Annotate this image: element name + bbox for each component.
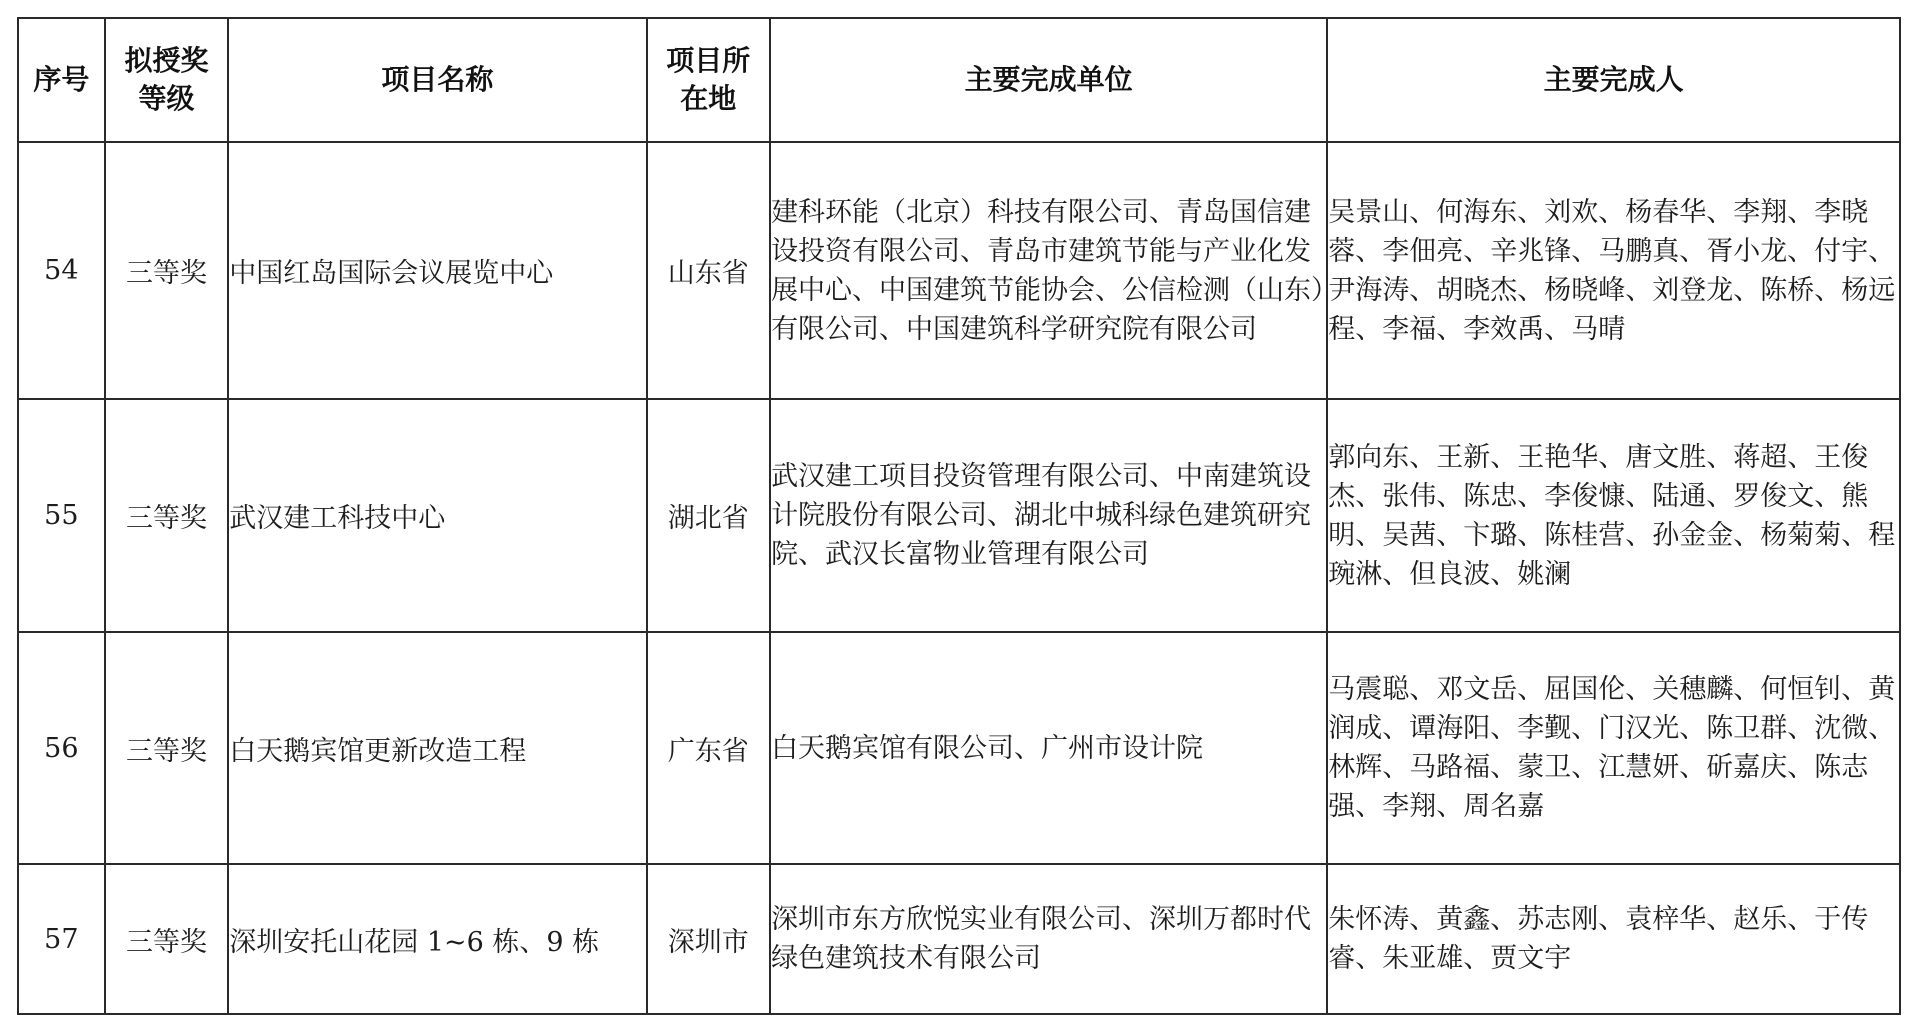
table-row bbox=[18, 632, 1900, 864]
award-table bbox=[17, 17, 1901, 1015]
row-units: 白天鹅宾馆有限公司、广州市设计院 bbox=[770, 632, 1327, 864]
row-units: 深圳市东方欣悦实业有限公司、深圳万都时代绿色建筑技术有限公司 bbox=[770, 864, 1327, 1014]
row-index: 54 bbox=[18, 142, 105, 399]
row-project-name: 深圳安托山花园 1~6 栋、9 栋 bbox=[228, 864, 646, 1014]
row-index: 57 bbox=[18, 864, 105, 1014]
row-award-level: 三等奖 bbox=[105, 399, 229, 632]
header-level: 拟授奖等级 bbox=[105, 18, 229, 142]
row-people: 郭向东、王新、王艳华、唐文胜、蒋超、王俊杰、张伟、陈忠、李俊慷、陆通、罗俊文、熊明、吴茜、卞璐、陈桂营、孙金金、杨菊菊、程琬淋、但良波、姚澜 bbox=[1327, 399, 1900, 632]
row-index: 56 bbox=[18, 632, 105, 864]
row-units: 建科环能（北京）科技有限公司、青岛国信建设投资有限公司、青岛市建筑节能与产业化发展中心、中国建筑节能协会、公信检测（山东）有限公司、中国建筑科学研究院有限公司 bbox=[770, 142, 1327, 399]
header-location: 项目所在地 bbox=[647, 18, 771, 142]
header-units: 主要完成单位 bbox=[770, 18, 1327, 142]
header-project-name: 项目名称 bbox=[228, 18, 646, 142]
table-row bbox=[18, 864, 1900, 1014]
header-index: 序号 bbox=[18, 18, 105, 142]
row-people: 朱怀涛、黄鑫、苏志刚、袁梓华、赵乐、于传睿、朱亚雄、贾文宇 bbox=[1327, 864, 1900, 1014]
row-location: 山东省 bbox=[647, 142, 771, 399]
row-award-level: 三等奖 bbox=[105, 142, 229, 399]
table-header-row bbox=[18, 18, 1900, 142]
table-row bbox=[18, 399, 1900, 632]
table-row bbox=[18, 142, 1900, 399]
row-location: 深圳市 bbox=[647, 864, 771, 1014]
row-location: 湖北省 bbox=[647, 399, 771, 632]
row-people: 马震聪、邓文岳、屈国伦、关穗麟、何恒钊、黄润成、谭海阳、李觐、门汉光、陈卫群、沈微、林辉、马路福、蒙卫、江慧妍、斫嘉庆、陈志强、李翔、周名嘉 bbox=[1327, 632, 1900, 864]
header-people: 主要完成人 bbox=[1327, 18, 1900, 142]
row-award-level: 三等奖 bbox=[105, 632, 229, 864]
row-project-name: 中国红岛国际会议展览中心 bbox=[228, 142, 646, 399]
row-location: 广东省 bbox=[647, 632, 771, 864]
row-units: 武汉建工项目投资管理有限公司、中南建筑设计院股份有限公司、湖北中城科绿色建筑研究院、武汉长富物业管理有限公司 bbox=[770, 399, 1327, 632]
row-project-name: 武汉建工科技中心 bbox=[228, 399, 646, 632]
row-project-name: 白天鹅宾馆更新改造工程 bbox=[228, 632, 646, 864]
row-index: 55 bbox=[18, 399, 105, 632]
row-award-level: 三等奖 bbox=[105, 864, 229, 1014]
row-people: 吴景山、何海东、刘欢、杨春华、李翔、李晓蓉、李佃亮、辛兆锋、马鹏真、胥小龙、付宇、尹海涛、胡晓杰、杨晓峰、刘登龙、陈桥、杨远程、李福、李效禹、马晴 bbox=[1327, 142, 1900, 399]
